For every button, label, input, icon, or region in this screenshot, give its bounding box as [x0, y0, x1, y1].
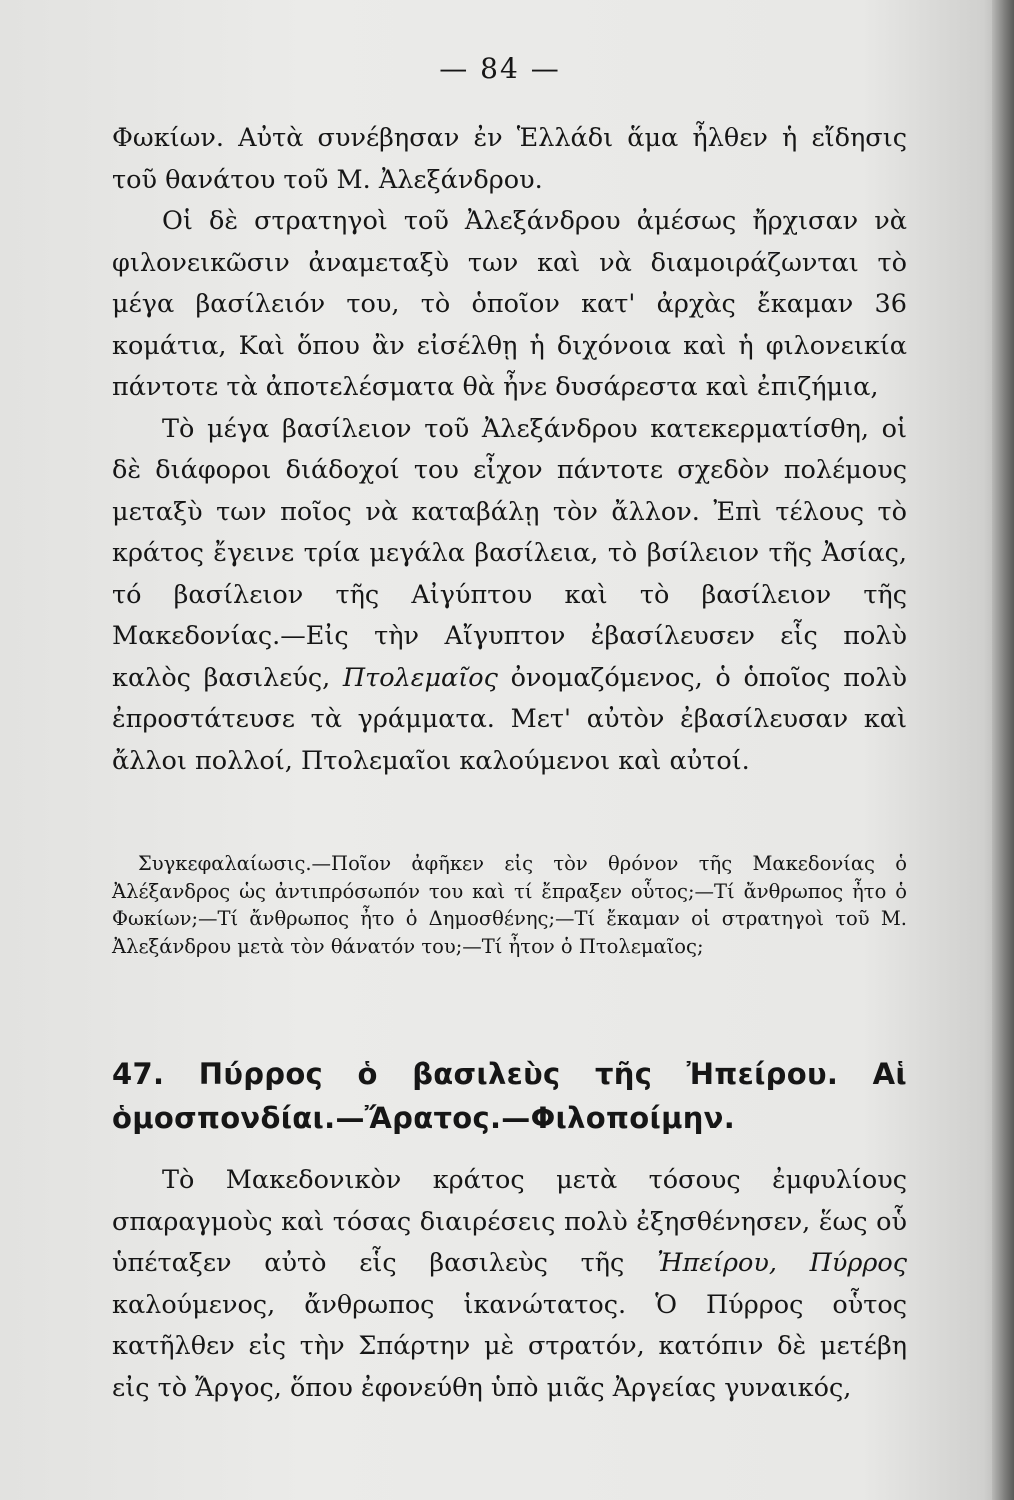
summary-text: Συγκεφαλαίωσις.—Ποῖον ἀφῆκεν εἰς τὸν θρόνον τῆς Μακεδονίας ὁ Ἀλέξανδρος ὡς ἀντιπρόσωπόν του καὶ τί ἔπραξεν οὗτος;—Τί ἄνθρωπος ἦτο ὁ Φωκίων;—Τί ἄνθρωπος ἦτο ὁ Δημοσθένης;—Τί ἔκαμαν οἱ στρατηγοὶ τοῦ Μ. Ἀλεξάνδρου μετὰ τὸν θάνατόν του;—Τί ἦτον ὁ Πτολεμαῖος;	[112, 852, 907, 958]
paragraph-3-part-b: ὀνομαζόμενος, ὁ ὁποῖος πολὺ ἐπροστάτευσε τὰ γράμματα. Μετ' αὐτὸν ἐβασίλευσαν καὶ ἄλλοι πολλοί, Πτολεμαῖοι καλούμενοι καὶ αὐτοί.	[112, 662, 907, 776]
page-number: — 84 —	[439, 52, 561, 85]
ptolemy-name: Πτολεμαῖος	[342, 662, 498, 693]
last-text-block	[112, 1160, 907, 1409]
paragraph-3-part-a: Τὸ μέγα βασίλειον τοῦ Ἀλεξάνδρου κατεκερματίσθη, οἱ δὲ διάφοροι διάδοχοί του εἶχον πάντοτε σχεδὸν πολέμους μεταξὺ των ποῖος νὰ καταβάλῃ τὸν ἄλλον. Ἐπὶ τέλους τὸ κράτος ἔγεινε τρία μεγάλα βασίλεια, τὸ βσίλειον τῆς Ἀσίας, τό βασίλειον τῆς Αἰγύπτου καὶ τὸ βασίλειον τῆς Μακεδονίας.—Εἰς τὴν Αἴγυπτον ἐβασίλευσεν εἷς πολὺ καλὸς βασιλεύς,	[112, 413, 907, 693]
page-gutter	[992, 0, 1014, 1500]
paragraph-last-part-a: Τὸ Μακεδονικὸν κράτος μετὰ τόσους ἐμφυλίους σπαραγμοὺς καὶ τόσας διαιρέσεις πολὺ ἐξησθένησεν, ἕως οὗ ὑπέταξεν αὐτὸ εἷς βασιλεὺς τῆς	[112, 1165, 907, 1278]
epirus-pyrrhus: Ἠπείρου, Πύρρος	[657, 1248, 908, 1278]
section-heading: 47. Πύρρος ὁ βασιλεὺς τῆς Ἠπείρου. Αἱ ὁμοσπονδίαι.—Ἄρατος.—Φιλοποίμην.	[112, 1057, 907, 1135]
paragraph-last-part-b: καλούμενος, ἄνθρωπος ἱκανώτατος. Ὁ Πύρρος οὗτος κατῆλθεν εἰς τὴν Σπάρτην μὲ στρατόν, κατόπιν δὲ μετέβη εἰς τὸ Ἄργος, ὅπου ἐφονεύθη ὑπὸ μιᾶς Ἀργείας γυναικός,	[112, 1289, 907, 1403]
main-text	[112, 118, 907, 782]
paragraph-1: Φωκίων. Αὐτὰ συνέβησαν ἐν Ἑλλάδι ἅμα ἦλθεν ἡ εἴδησις τοῦ θανάτου τοῦ Μ. Ἀλεξάνδρου.	[112, 123, 907, 195]
paragraph-3	[112, 409, 907, 783]
section-heading-block	[112, 1052, 907, 1140]
paragraph-last	[112, 1160, 907, 1409]
paragraph-2: Οἱ δὲ στρατηγοὶ τοῦ Ἀλεξάνδρου ἀμέσως ἤρχισαν νὰ φιλονεικῶσιν ἀναμεταξὺ των καὶ νὰ διαμοιράζωνται τὸ μέγα βασίλειόν του, τὸ ὁποῖον κατ' ἀρχὰς ἔκαμαν 36 κομάτια, Καὶ ὅπου ἂν εἰσέλθῃ ἡ διχόνοια καὶ ἡ φιλονεικία πάντοτε τὰ ἀποτελέσματα θὰ ἦνε δυσάρεστα καὶ ἐπιζήμια,	[112, 206, 907, 402]
summary-block	[112, 850, 907, 960]
